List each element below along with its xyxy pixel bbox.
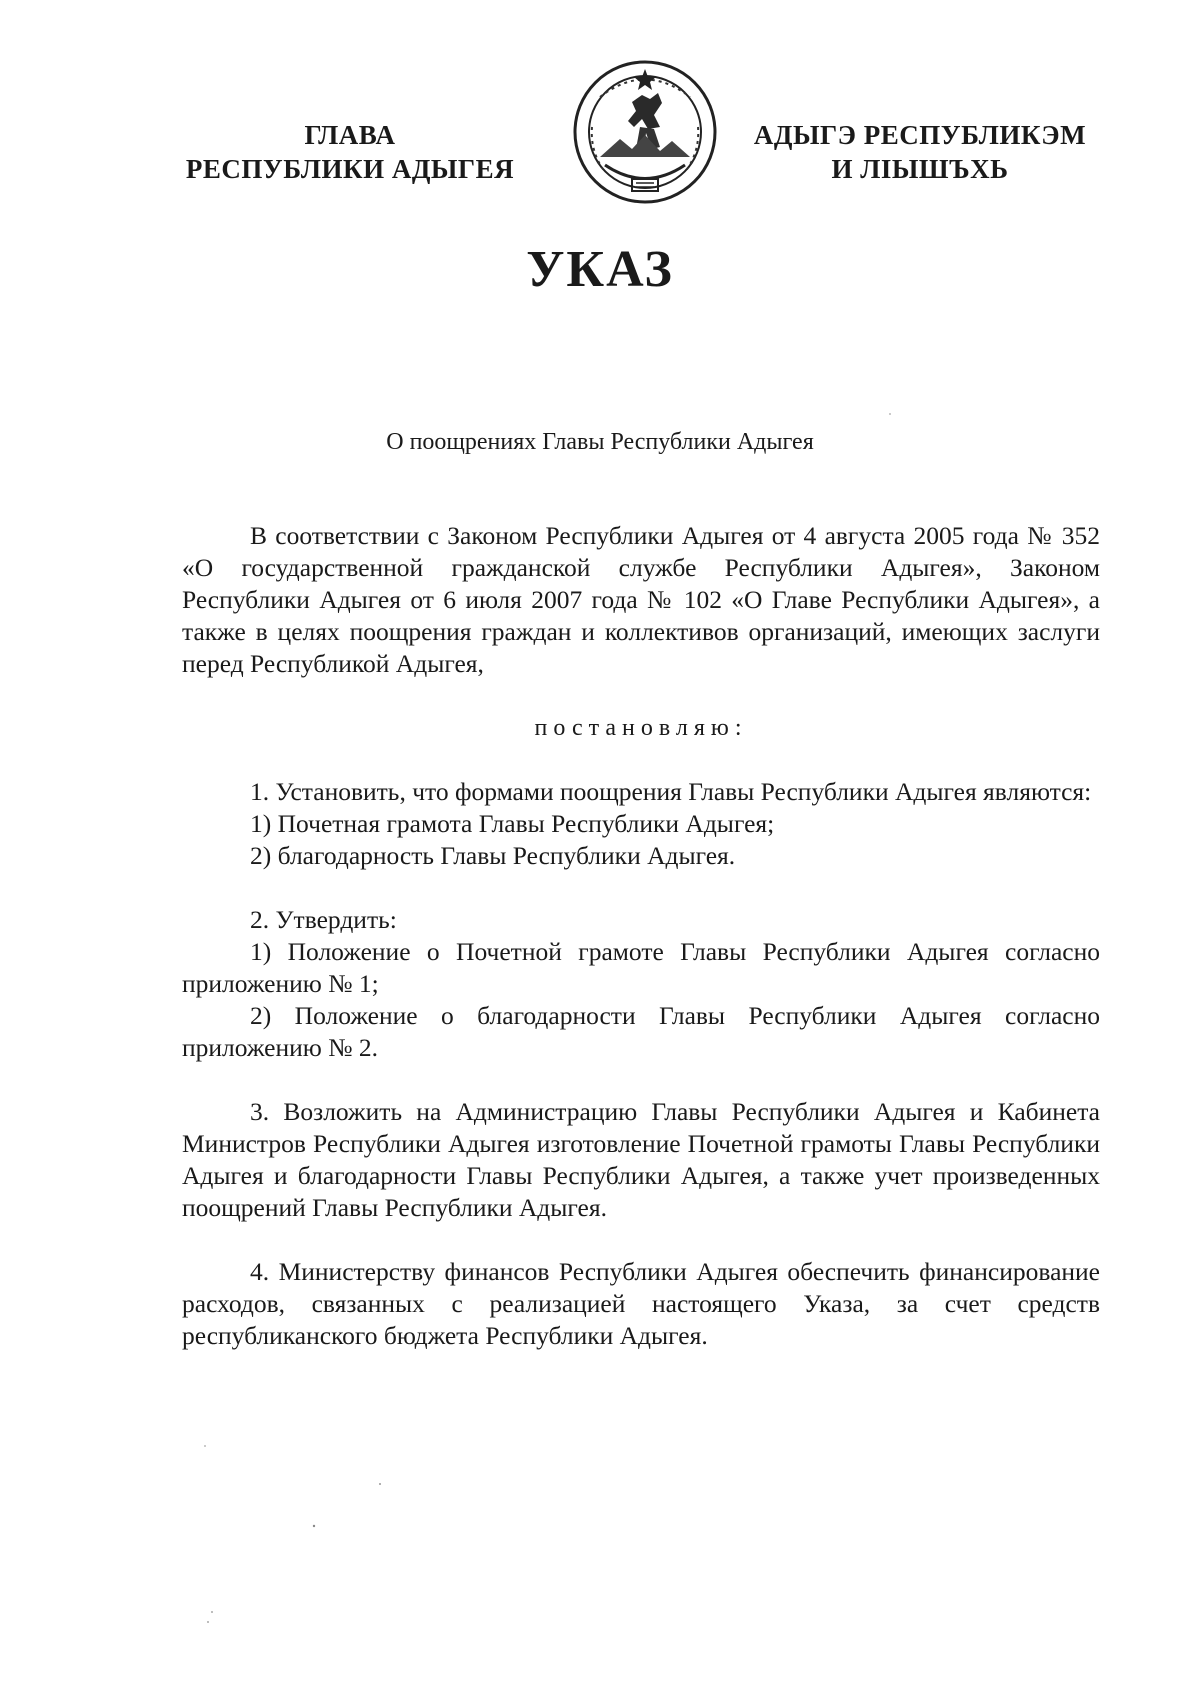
item-2: 2. Утвердить: [250, 905, 397, 934]
header-right-line2: И ЛІЫШЪХЬ [831, 154, 1009, 184]
item-2-sub-2: 2) Положение о благодарности Главы Республики Адыгея согласно приложению № 2. [182, 1001, 1100, 1062]
item-3: 3. Возложить на Администрацию Главы Республики Адыгея и Кабинета Министров Республики Адыгея изготовление Почетной грамоты Главы Республики Адыгея и благодарности Главы Республики Адыгея, а также учет произведенных поощрений Главы Республики Адыгея. [182, 1097, 1100, 1222]
item-4: 4. Министерству финансов Республики Адыгея обеспечить финансирование расходов, связанных с реализацией настоящего Указа, за счет средств республиканского бюджета Республики Адыгея. [182, 1257, 1100, 1350]
decree-word: постановляю: [534, 715, 748, 741]
item-1-sub-2: 2) благодарность Главы Республики Адыгея. [250, 841, 736, 870]
item-1-sub-1: 1) Почетная грамота Главы Республики Адыгея; [250, 809, 775, 838]
preamble: В соответствии с Законом Республики Адыгея от 4 августа 2005 года № 352 «О государственной гражданской службе Республики Адыгея», Законом Республики Адыгея от 6 июля 2007 года № 102 «О Главе Республики Адыгея», а также в целях поощрения граждан и коллективов организаций, имеющих заслуги перед Республикой Адыгея, [182, 521, 1100, 678]
header-right-line1: АДЫГЭ РЕСПУБЛИКЭМ [753, 120, 1087, 150]
item-2-sub-1: 1) Положение о Почетной грамоте Главы Республики Адыгея согласно приложению № 1; [182, 937, 1100, 998]
document-type-title: УКАЗ [526, 241, 674, 298]
item-1: 1. Установить, что формами поощрения Главы Республики Адыгея являются: [250, 777, 1092, 806]
decree-subject: О поощрениях Главы Республики Адыгея [386, 429, 814, 455]
header-left-line2: РЕСПУБЛИКИ АДЫГЕЯ [185, 154, 515, 184]
header-left-line1: ГЛАВА [304, 120, 396, 150]
